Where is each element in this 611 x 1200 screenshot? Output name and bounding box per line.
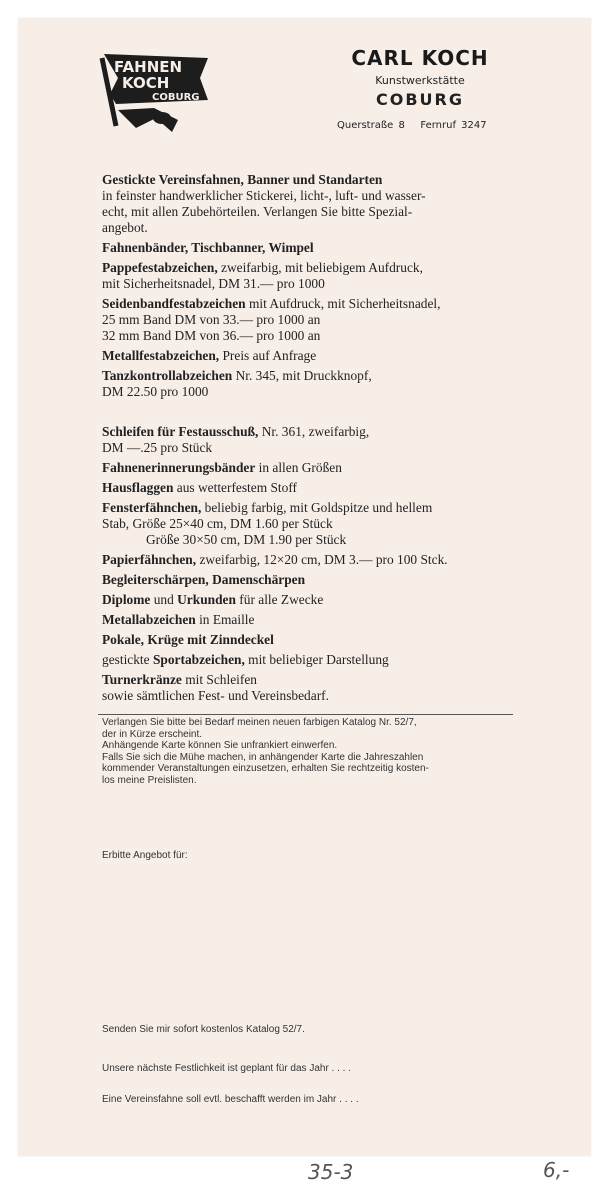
- offer-title: Tanzkontrollabzeichen: [102, 368, 233, 383]
- festival-year-line: Unsere nächste Festlichkeit ist geplant für das Jahr . . . .: [102, 1063, 352, 1074]
- offer-title: Sportabzeichen,: [152, 652, 245, 667]
- offer-title: Turnerkränze: [102, 672, 182, 687]
- offer-detail: 25 mm Band DM von 33.— pro 1000 an: [102, 312, 321, 327]
- offer-text: in allen Größen: [255, 460, 342, 475]
- offer-text: mit Aufdruck, mit Sicherheitsnadel,: [245, 296, 441, 311]
- offer-item: [102, 172, 522, 236]
- street-address: Querstraße 8: [337, 120, 405, 131]
- offer-title: Schleifen für Festausschuß,: [102, 424, 259, 439]
- offer-detail: Stab, Größe 25×40 cm, DM 1.60 per Stück: [102, 516, 333, 531]
- offer-item: [102, 672, 522, 704]
- offer-detail: mit Sicherheitsnadel, DM 31.— pro 1000: [102, 276, 325, 291]
- offer-title: Fahnenerinnerungsbänder: [102, 460, 256, 475]
- offer-text: zweifarbig, mit beliebigem Aufdruck,: [217, 260, 423, 275]
- offer-text: für alle Zwecke: [235, 592, 324, 607]
- offer-title: Metallabzeichen: [102, 612, 196, 627]
- offer-text: Preis auf Anfrage: [219, 348, 317, 363]
- offer-title: Pokale, Krüge mit Zinndeckel: [102, 632, 274, 647]
- offer-item: [102, 348, 522, 364]
- offer-detail: 32 mm Band DM von 36.— pro 1000 an: [102, 328, 321, 343]
- offer-title: Urkunden: [177, 592, 236, 607]
- offer-text: zweifarbig, 12×20 cm, DM 3.— pro 100 Stck.: [196, 552, 448, 567]
- offer-detail: Größe 30×50 cm, DM 1.90 per Stück: [146, 532, 347, 547]
- offer-text: und: [150, 592, 178, 607]
- company-subtitle: Kunstwerkstätte: [375, 74, 465, 87]
- company-name: CARL KOCH: [351, 46, 489, 70]
- offer-text: aus wetterfestem Stoff: [173, 480, 298, 495]
- note-line: Verlangen Sie bitte bei Bedarf meinen neuen farbigen Katalog Nr. 52/7,: [102, 717, 417, 728]
- note-line: Falls Sie sich die Mühe machen, in anhängender Karte die Jahreszahlen: [102, 751, 424, 763]
- request-offer-label: Erbitte Angebot für:: [102, 850, 188, 861]
- offer-text: mit beliebiger Darstellung: [244, 652, 389, 667]
- offer-detail: angebot.: [102, 220, 148, 235]
- logo-word-coburg: COBURG: [152, 92, 200, 103]
- offer-item: [102, 240, 522, 256]
- offer-text: mit Schleifen: [181, 672, 257, 687]
- offer-title: Papierfähnchen,: [102, 552, 197, 567]
- flag-logo-icon: [96, 48, 216, 132]
- offer-item: [102, 480, 522, 496]
- offer-item: [102, 572, 522, 588]
- offer-item: [102, 296, 522, 344]
- offer-item: [102, 424, 522, 456]
- offer-item: [102, 460, 522, 476]
- note-line: der in Kürze erscheint.: [102, 728, 203, 740]
- offer-item: [102, 652, 522, 668]
- note-line: kommender Veranstaltungen einzusetzen, erhalten Sie rechtzeitig kosten-: [102, 763, 429, 774]
- logo-word-koch: KOCH: [122, 74, 170, 92]
- offer-detail: DM 22.50 pro 1000: [102, 384, 209, 399]
- offer-text: Nr. 345, mit Druckknopf,: [232, 368, 372, 383]
- handwritten-price: 6,-: [543, 1158, 570, 1182]
- offer-title: Fahnenbänder, Tischbanner, Wimpel: [102, 240, 314, 255]
- offer-text: in Emaille: [195, 612, 255, 627]
- logo-word-fahnen: FAHNEN: [114, 58, 183, 76]
- offer-title: Pappefestabzeichen,: [102, 260, 218, 275]
- flag-year-line: Eine Vereinsfahne soll evtl. beschafft werden im Jahr . . . .: [102, 1094, 359, 1105]
- offer-item: [102, 500, 522, 548]
- notes-block: [102, 717, 522, 786]
- offer-title: Gestickte Vereinsfahnen, Banner und Standarten: [102, 172, 383, 187]
- offer-detail: DM —.25 pro Stück: [102, 440, 213, 455]
- company-address: [337, 120, 487, 131]
- offer-item: [102, 632, 522, 648]
- offer-text: beliebig farbig, mit Goldspitze und hellem: [201, 500, 433, 515]
- offer-title: Metallfestabzeichen,: [102, 348, 220, 363]
- offer-text: gestickte: [102, 652, 153, 667]
- offer-item: [102, 592, 522, 608]
- divider: [98, 714, 513, 715]
- note-line: los meine Preislisten.: [102, 774, 197, 786]
- offer-item: [102, 260, 522, 292]
- catalog-request-line: Senden Sie mir sofort kostenlos Katalog 52/7.: [102, 1024, 305, 1035]
- offer-title: Seidenbandfestabzeichen: [102, 296, 246, 311]
- offer-detail: sowie sämtlichen Fest- und Vereinsbedarf.: [102, 688, 329, 703]
- handwritten-number: 35-3: [308, 1160, 354, 1184]
- offer-item: [102, 612, 522, 628]
- offer-title: Diplome: [102, 592, 151, 607]
- company-city: COBURG: [376, 90, 464, 109]
- offer-detail: in feinster handwerklicher Stickerei, licht-, luft- und wasser-: [102, 188, 426, 203]
- letterhead: [330, 46, 510, 109]
- offer-text: Nr. 361, zweifarbig,: [258, 424, 370, 439]
- offer-title: Fensterfähnchen,: [102, 500, 202, 515]
- offer-title: Begleiterschärpen, Damenschärpen: [102, 572, 306, 587]
- note-line: Anhängende Karte können Sie unfrankiert einwerfen.: [102, 740, 338, 751]
- offer-item: [102, 368, 522, 400]
- offer-detail: echt, mit allen Zubehörteilen. Verlangen Sie bitte Spezial-: [102, 204, 413, 219]
- offer-item: [102, 552, 522, 568]
- offer-title: Hausflaggen: [102, 480, 174, 495]
- offer-list: [102, 172, 522, 708]
- phone-number: Fernruf 3247: [420, 120, 487, 131]
- fahnen-koch-logo: [96, 48, 216, 132]
